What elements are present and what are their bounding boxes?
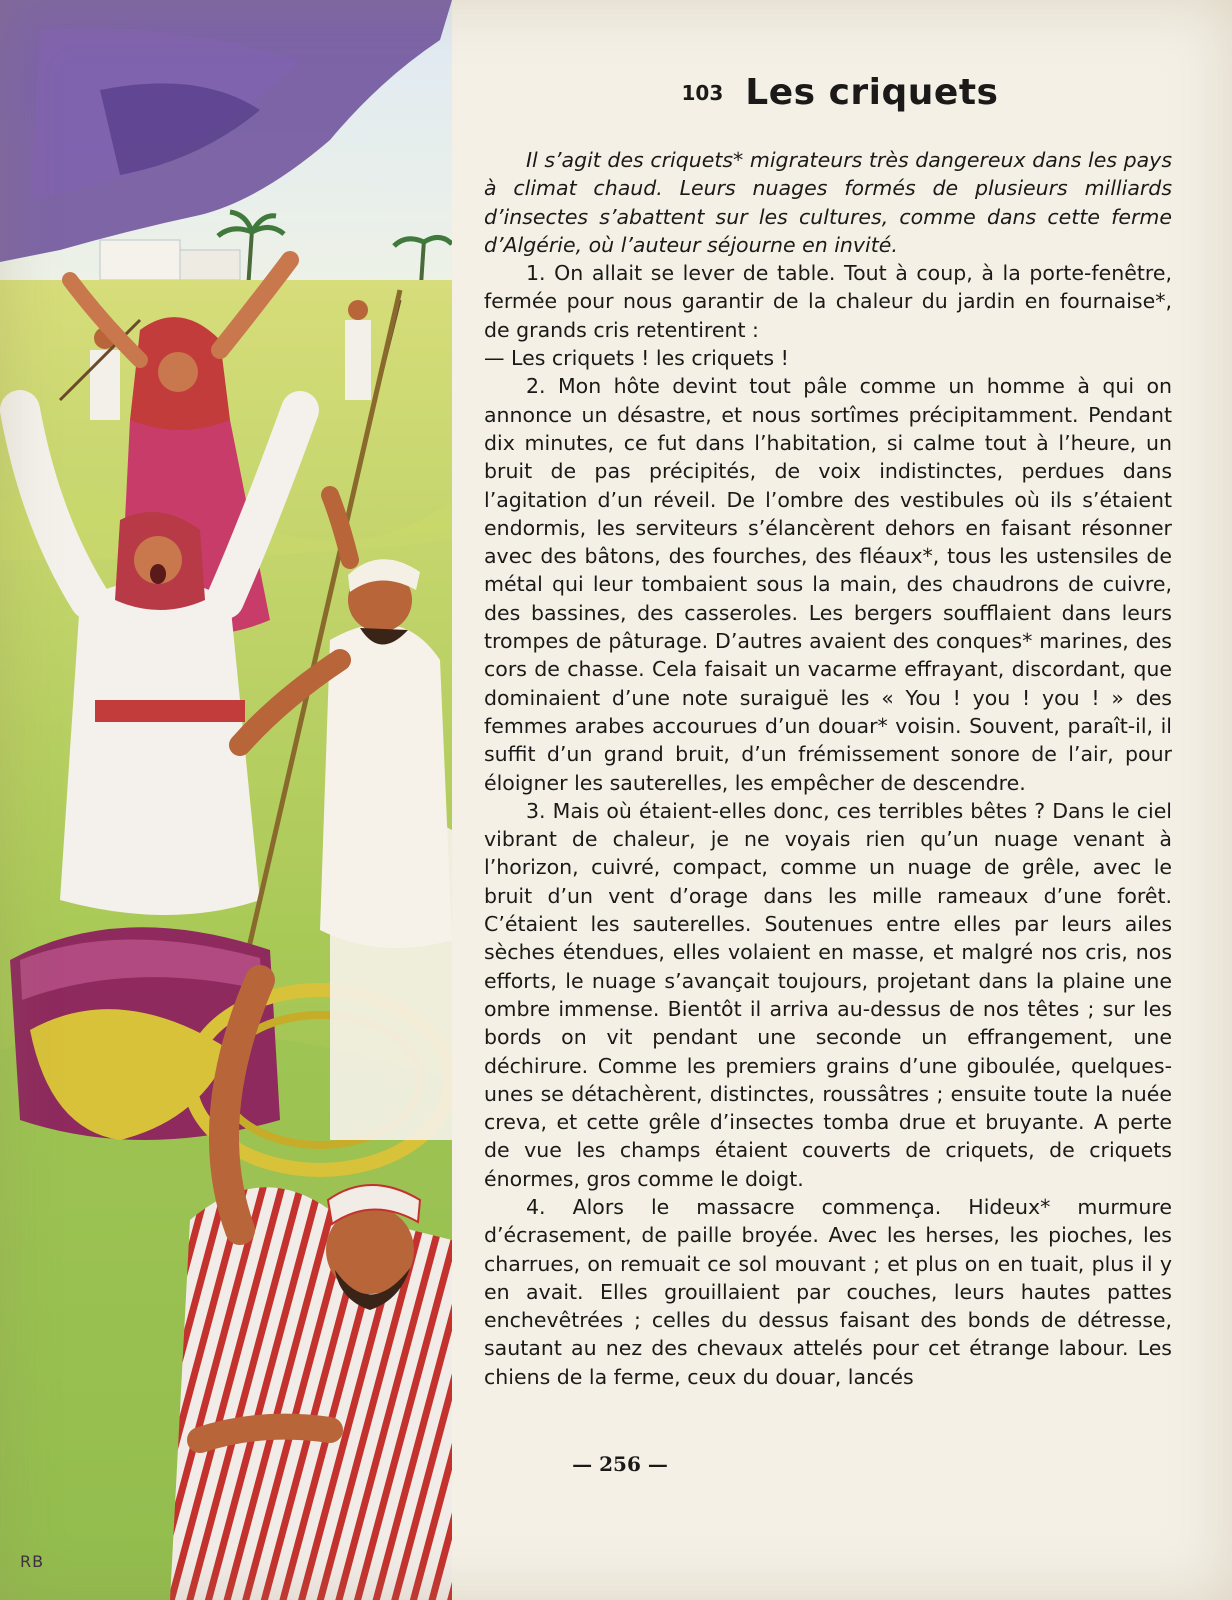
lesson-number: 103: [681, 80, 724, 105]
lesson-header: [480, 72, 1200, 122]
paragraph-3: 3. Mais où étaient-elles donc, ces terribles bêtes ? Dans le ciel vibrant de chaleur, je ne voyais rien qu’un nuage venant à l’horizon, cuivré, compact, comme un nuage de grêle, avec le bruit d’un vent d’orage dans les mille rameaux d’une forêt. C’étaient les sauterelles. Soutenues entre elles par leurs ailes sèches étendues, elles volaient en masse, et malgré nos cris, nos efforts, le nuage s’avançait toujours, projetant dans la plaine une ombre immense. Bientôt il arriva au-dessus de nos têtes ; sur les bords on vit pendant une seconde un effrangement, une déchirure. Comme les premiers grains d’une giboulée, quelques-unes se détachèrent, distinctes, roussâtres ; ensuite toute la nuée creva, et cette grêle d’insectes tomba drue et bruyante. A perte de vue les champs étaient couverts de criquets, de criquets énormes, gros comme le doigt.: [484, 798, 1172, 1191]
paragraph-4: 4. Alors le massacre commença. Hideux* murmure d’écrasement, de paille broyée. Avec les herses, les pioches, les charrues, on remuait ce sol mouvant ; et plus on en tuait, plus il y en avait. Elles grouillaient par couches, leurs hautes pattes enchevêtrées ; celles du dessus faisant des bonds de détresse, sautant au nez des chevaux attelés pour cet étrange labour. Les chiens de la ferme, ceux du douar, lancés: [484, 1194, 1172, 1389]
illustration: [0, 0, 452, 1600]
paragraph-1: 1. On allait se lever de table. Tout à coup, à la porte-fenêtre, fermée pour nous garantir de la chaleur du jardin en fournaise*, de grands cris retentirent :: [484, 261, 1172, 342]
lesson-title: Les criquets: [745, 72, 999, 113]
dialogue-line: — Les criquets ! les criquets !: [484, 346, 789, 371]
artist-signature: RB: [20, 1552, 45, 1571]
paragraph-2: 2. Mon hôte devint tout pâle comme un homme à qui on annonce un désastre, et nous sortîmes précipitamment. Pendant dix minutes, ce fut dans l’habitation, si calme tout à l’heure, un bruit de pas précipités, de voix indistinctes, perdues dans l’agitation d’un réveil. De l’ombre des vestibules où ils s’étaient endormis, les serviteurs s’élancèrent dehors en faisant résonner avec des bâtons, des fourches, des fléaux*, tous les ustensiles de métal qui leur tombaient sous la main, des chaudrons de cuivre, des bassines, des casseroles. Les bergers soufflaient dans leurs trompes de pâturage. D’autres avaient des conques* marines, des cors de chasse. Cela faisait un vacarme effrayant, discordant, que dominaient d’une note suraiguë les « You ! you ! you ! » des femmes arabes accourues d’un douar* voisin. Souvent, paraît-il, il suffit d’un grand bruit, d’un frémissement sonore de l’air, pour éloigner les sauterelles, les empêcher de descendre.: [484, 374, 1172, 795]
lesson-text: [484, 146, 1172, 1391]
intro-paragraph: Il s’agit des criquets* migrateurs très dangereux dans les pays à climat chaud. Leurs nuages formés de plusieurs milliards d’insectes s’abattent sur les cultures, comme dans cette ferme d’Algérie, où l’auteur séjourne en invité.: [484, 148, 1172, 257]
page-number: — 256 —: [572, 1452, 668, 1476]
locust-scene-illustration: [0, 0, 452, 1600]
